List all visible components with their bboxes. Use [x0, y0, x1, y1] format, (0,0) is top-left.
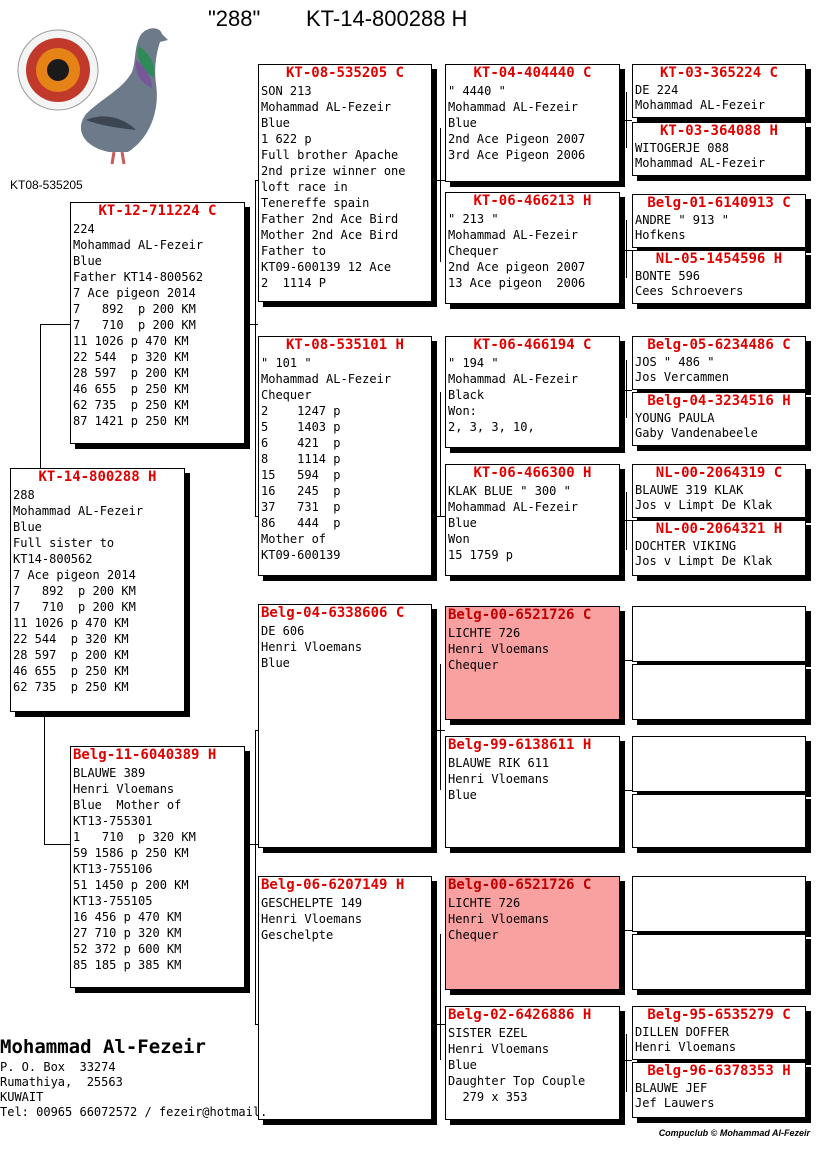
- pedigree-dam-sire: [258, 604, 432, 848]
- ring-number: Belg-00-6521726 C: [448, 607, 592, 623]
- pedigree-gen4-5: [632, 336, 806, 390]
- pedigree-dam-dam: [258, 876, 432, 1120]
- pedigree-gen4-7: [632, 464, 806, 518]
- pigeon-details: BONTE 596 Cees Schroevers: [635, 269, 744, 298]
- pedigree-gen4-8: [632, 520, 806, 576]
- ring-number: KT-06-466213 H: [473, 193, 592, 209]
- pedigree-sire: [70, 202, 245, 444]
- pigeon-details: 224 Mohammad AL-Fezeir Blue Father KT14-800562 7 Ace pigeon 2014 7 892 p 200 KM 7 710 p 200 KM 11 1026 p 470 KM 22 544 p 320 KM 28 597 p 200 KM 46 655 p 250 KM 62 735 p 250 KM 87 1421 p 250 KM: [73, 222, 204, 428]
- pigeon-details: DILLEN DOFFER Henri Vloemans: [635, 1025, 737, 1054]
- pedigree-sire-dam: [258, 336, 432, 576]
- eye-pupil: [47, 59, 69, 81]
- ring-number: Belg-96-6378353 H: [647, 1063, 791, 1079]
- ring-number: Belg-99-6138611 H: [448, 737, 592, 753]
- ring-number: Belg-06-6207149 H: [261, 877, 405, 893]
- pedigree-sire-sire: [258, 64, 432, 302]
- pigeon-name: "288": [208, 6, 261, 31]
- pedigree-gen3-1: [445, 64, 620, 182]
- pedigree-subject: [10, 468, 185, 712]
- pigeon-details: " 213 " Mohammad AL-Fezeir Chequer 2nd Ace pigeon 2007 13 Ace pigeon 2006: [448, 212, 586, 290]
- pigeon-details: BLAUWE 389 Henri Vloemans Blue Mother of KT13-755301 1 710 p 320 KM 59 1586 p 250 KM KT13-755106 51 1450 p 200 KM KT13-755105 16 456 p 470 KM 27 710 p 320 KM 52 372 p 600 KM 85 185 p 385 KM: [73, 766, 196, 972]
- ring-number: Belg-05-6234486 C: [647, 337, 791, 353]
- pedigree-gen3-3: [445, 336, 620, 448]
- ring-number: Belg-95-6535279 C: [647, 1007, 791, 1023]
- pigeon-details: 288 Mohammad AL-Fezeir Blue Full sister to KT14-800562 7 Ace pigeon 2014 7 892 p 200 KM 7 710 p 200 KM 11 1026 p 470 KM 22 544 p 320 KM 28 597 p 200 KM 46 655 p 250 KM 62 735 p 250 KM: [13, 488, 144, 694]
- pedigree-gen3-2: [445, 192, 620, 304]
- pigeon-details: YOUNG PAULA Gaby Vandenabeele: [635, 411, 758, 440]
- pedigree-gen4-16: [632, 1062, 806, 1118]
- pigeon-details: LICHTE 726 Henri Vloemans Chequer: [448, 626, 550, 672]
- pigeon-details: " 101 " Mohammad AL-Fezeir Chequer 2 1247 p 5 1403 p 6 421 p 8 1114 p 15 594 p 16 245 p 37 731 p 86 444 p Mother of KT09-600139: [261, 356, 392, 562]
- pedigree-gen4-12: [632, 794, 806, 848]
- pedigree-gen4-11: [632, 736, 806, 792]
- pedigree-gen4-13: [632, 876, 806, 932]
- pigeon-details: GESCHELPTE 149 Henri Vloemans Geschelpte: [261, 896, 363, 942]
- ring-number: Belg-01-6140913 C: [647, 195, 791, 211]
- pedigree-gen3-8: [445, 1006, 620, 1120]
- pigeon-body: [81, 28, 168, 152]
- ring-number: KT-08-535205 C: [285, 65, 404, 81]
- pedigree-gen4-3: [632, 194, 806, 248]
- ring-number: KT-14-800288 H: [38, 469, 157, 485]
- owner-name: Mohammad Al-Fezeir: [0, 1036, 206, 1058]
- pigeon-ring-title: KT-14-800288 H: [306, 6, 468, 31]
- pigeon-details: " 194 " Mohammad AL-Fezeir Black Won: 2, 3, 3, 10,: [448, 356, 579, 434]
- pigeon-photo: [14, 12, 170, 172]
- ring-number: KT-08-535101 H: [285, 337, 404, 353]
- pigeon-details: SON 213 Mohammad AL-Fezeir Blue 1 622 p Full brother Apache 2nd prize winner one loft race in Tenereffe spain Father 2nd Ace Bird Mother 2nd Ace Bird Father to KT09-600139 12 Ace 2 1114 P: [261, 84, 406, 290]
- ring-number: Belg-04-6338606 C: [261, 605, 405, 621]
- owner-address: P. O. Box 33274 Rumathiya, 25563 KUWAIT Tel: 00965 66072572 / fezeir@hotmail.: [0, 1060, 268, 1119]
- pigeon-details: SISTER EZEL Henri Vloemans Blue Daughter Top Couple 279 x 353: [448, 1026, 586, 1104]
- pedigree-gen4-4: [632, 250, 806, 304]
- pedigree-gen3-4: [445, 464, 620, 576]
- pedigree-dam: [70, 746, 245, 988]
- pedigree-gen4-2: [632, 122, 806, 176]
- pedigree-gen4-6: [632, 392, 806, 446]
- pigeon-details: BLAUWE RIK 611 Henri Vloemans Blue: [448, 756, 550, 802]
- pigeon-details: KLAK BLUE " 300 " Mohammad AL-Fezeir Blue Won 15 1759 p: [448, 484, 579, 562]
- pigeon-details: DOCHTER VIKING Jos v Limpt De Klak: [635, 539, 773, 568]
- pedigree-gen4-14: [632, 934, 806, 990]
- pigeon-details: JOS " 486 " Jos Vercammen: [635, 355, 729, 384]
- ring-number: KT-04-404440 C: [473, 65, 592, 81]
- ring-number: Belg-04-3234516 H: [647, 393, 791, 409]
- ring-number: KT-06-466300 H: [473, 465, 592, 481]
- ring-number: KT-03-364088 H: [659, 123, 778, 139]
- ring-number: Belg-11-6040389 H: [73, 747, 217, 763]
- ring-number: NL-05-1454596 H: [655, 251, 783, 267]
- ring-number: NL-00-2064321 H: [655, 521, 783, 537]
- pedigree-gen3-6: [445, 736, 620, 848]
- pedigree-gen4-10: [632, 664, 806, 720]
- ring-number: KT-06-466194 C: [473, 337, 592, 353]
- pigeon-details: BLAUWE 319 KLAK Jos v Limpt De Klak: [635, 483, 773, 512]
- pigeon-details: LICHTE 726 Henri Vloemans Chequer: [448, 896, 550, 942]
- pigeon-details: DE 224 Mohammad AL-Fezeir: [635, 83, 766, 112]
- pedigree-gen4-9: [632, 606, 806, 662]
- ring-number: KT-03-365224 C: [659, 65, 778, 81]
- pedigree-gen4-1: [632, 64, 806, 118]
- footer-credit: Compuclub © Mohammad Al-Fezeir: [658, 1128, 810, 1138]
- pedigree-gen3-7: [445, 876, 620, 990]
- pigeon-details: ANDRE " 913 " Hofkens: [635, 213, 729, 242]
- ring-number: Belg-00-6521726 C: [448, 877, 592, 893]
- pigeon-details: DE 606 Henri Vloemans Blue: [261, 624, 363, 670]
- pigeon-details: " 4440 " Mohammad AL-Fezeir Blue 2nd Ace Pigeon 2007 3rd Ace Pigeon 2006: [448, 84, 586, 162]
- photo-caption: KT08-535205: [10, 178, 83, 192]
- ring-number: Belg-02-6426886 H: [448, 1007, 592, 1023]
- ring-number: KT-12-711224 C: [98, 203, 217, 219]
- pigeon-details: WITOGERJE 088 Mohammad AL-Fezeir: [635, 141, 766, 170]
- ring-number: NL-00-2064319 C: [655, 465, 783, 481]
- pedigree-gen3-5: [445, 606, 620, 720]
- pedigree-gen4-15: [632, 1006, 806, 1060]
- pigeon-details: BLAUWE JEF Jef Lauwers: [635, 1081, 715, 1110]
